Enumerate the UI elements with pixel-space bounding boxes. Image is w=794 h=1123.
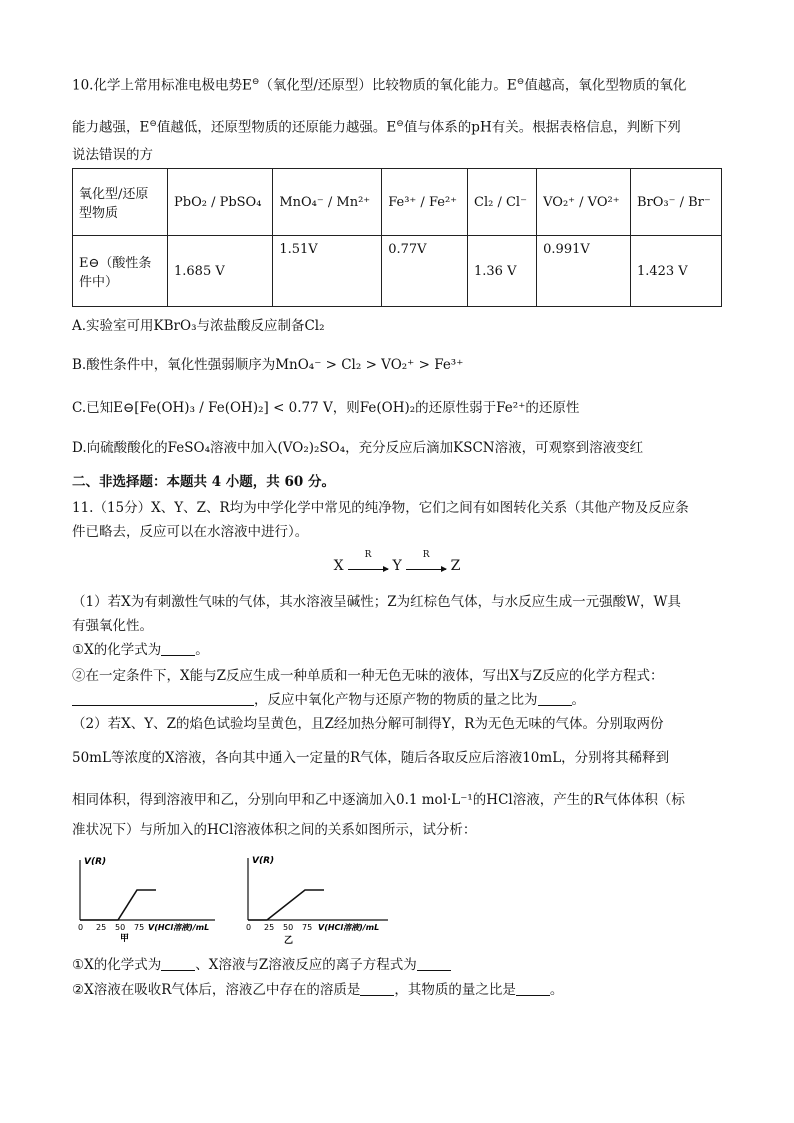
theta-sup-4: ⊖ bbox=[396, 119, 404, 129]
q10-text-2c: 值与体系的pH有关。根据表格信息，判断下列 bbox=[403, 119, 681, 136]
graph-xlabel: V(HCl溶液)/mL bbox=[148, 923, 210, 932]
curve-jia bbox=[80, 890, 156, 920]
q10-text-1: 10.化学上常用标准电极电势E bbox=[72, 77, 252, 94]
table-value-cell: 0.991V bbox=[537, 236, 631, 307]
q10-text-2b: 值越低，还原型物质的还原能力越强。E bbox=[156, 119, 397, 136]
p2q1-text: ①X的化学式为 bbox=[72, 957, 162, 973]
tick-label: 25 bbox=[96, 923, 107, 932]
q10-text-1b: （氧化型/还原型）比较物质的氧化能力。E bbox=[259, 77, 517, 94]
table-value-cell: 0.77V bbox=[382, 236, 468, 307]
answer-blank[interactable] bbox=[161, 956, 195, 971]
table-value-cell: 1.36 V bbox=[468, 236, 537, 307]
answer-blank[interactable] bbox=[417, 956, 451, 971]
option-b: B.酸性条件中，氧化性强弱顺序为MnO₄⁻ > Cl₂ > VO₂⁺ > Fe³⁺ bbox=[72, 357, 464, 373]
q1-end: 。 bbox=[195, 642, 209, 658]
option-d: D.向硫酸酸化的FeSO₄溶液中加入(VO₂)₂SO₄，充分反应后滴加KSCN溶液，可观察到溶液变红 bbox=[72, 440, 644, 456]
p2q1-mid: 、X溶液与Z溶液反应的离子方程式为 bbox=[195, 957, 417, 973]
q1-text: ①X的化学式为 bbox=[72, 642, 162, 658]
answer-blank[interactable] bbox=[360, 981, 394, 996]
answer-blank[interactable] bbox=[516, 981, 550, 996]
q11-part1-1: （1）若X为有刺激性气味的气体，其水溶液呈碱性；Z为红棕色气体，与水反应生成一元强酸W，W具 bbox=[72, 594, 681, 610]
p2q2-text: ②X溶液在吸收R气体后，溶液乙中存在的溶质是 bbox=[72, 982, 361, 998]
q2b-text: ，反应中氧化产物与还原产物的物质的量之比为 bbox=[254, 692, 538, 708]
species-x: X bbox=[333, 558, 344, 574]
tick-label: 0 bbox=[246, 923, 252, 932]
option-c: C.已知E⊖[Fe(OH)₃ / Fe(OH)₂] < 0.77 V，则Fe(OH)₂的还原性弱于Fe²⁺的还原性 bbox=[72, 400, 580, 416]
theta-sup-1: ⊖ bbox=[251, 77, 260, 87]
table-header-cell: VO₂⁺ / VO²⁺ bbox=[537, 169, 631, 236]
tick-label: 75 bbox=[134, 923, 145, 932]
q10-line3: 说法错误的方 bbox=[72, 147, 153, 163]
graph-yi bbox=[238, 852, 398, 947]
table-value-cell: 1.51V bbox=[273, 236, 382, 307]
tick-label: 25 bbox=[264, 923, 275, 932]
curve-yi bbox=[248, 890, 324, 920]
q11-part2-q1 bbox=[72, 955, 451, 975]
q11-part2-4: 准状况下）与所加入的HCl溶液体积之间的关系如图所示，试分析： bbox=[72, 822, 477, 838]
table-header-cell: BrO₃⁻ / Br⁻ bbox=[630, 169, 721, 236]
potential-table bbox=[72, 168, 722, 307]
graph-caption: 甲 bbox=[120, 934, 130, 942]
q11-part1-q2: ②在一定条件下，X能与Z反应生成一种单质和一种无色无味的液体，写出X与Z反应的化学方程式： bbox=[72, 668, 664, 684]
q11-intro-2: 件已略去，反应可以在水溶液中进行）。 bbox=[72, 524, 309, 540]
q10-line1 bbox=[72, 72, 686, 96]
tick-label: 50 bbox=[283, 923, 294, 932]
table-header-cell: MnO₄⁻ / Mn²⁺ bbox=[273, 169, 382, 236]
answer-blank[interactable] bbox=[161, 641, 195, 656]
q10-line2 bbox=[72, 114, 681, 138]
table-value-cell: 1.685 V bbox=[168, 236, 273, 307]
table-header-cell: Fe³⁺ / Fe²⁺ bbox=[382, 169, 468, 236]
species-y: Y bbox=[392, 558, 402, 574]
tick-label: 75 bbox=[302, 923, 313, 932]
q11-part2-q2 bbox=[72, 980, 563, 1000]
q11-intro-1: 11.（15分）X、Y、Z、R均为中学化学中常见的纯净物，它们之间有如图转化关系（其他产物及反应条 bbox=[72, 500, 689, 516]
arrow-line-2 bbox=[406, 569, 446, 570]
q11-part1-q1 bbox=[72, 640, 209, 660]
answer-blank[interactable] bbox=[538, 691, 572, 706]
tick-label: 50 bbox=[115, 923, 126, 932]
q11-part2-1: （2）若X、Y、Z的焰色试验均呈黄色，且Z经加热分解可制得Y，R为无色无味的气体。分别取两份 bbox=[72, 716, 664, 732]
graph-jia bbox=[70, 852, 220, 942]
section-heading: 二、非选择题：本题共 4 小题，共 60 分。 bbox=[72, 474, 335, 490]
theta-sup-2: ⊖ bbox=[516, 77, 525, 87]
table-row-values bbox=[73, 236, 722, 307]
q10-text-1c: 值越高，氧化型物质的氧化 bbox=[524, 77, 687, 94]
graph-caption: 乙 bbox=[284, 936, 294, 946]
arrow-2 bbox=[406, 550, 446, 570]
arrow-label-1: R bbox=[364, 550, 372, 560]
q2b-end: 。 bbox=[571, 692, 585, 708]
conversion-scheme bbox=[0, 550, 794, 574]
p2q2-end: 。 bbox=[549, 982, 564, 998]
graph-ylabel: V(R) bbox=[84, 857, 107, 867]
q11-part1-q2b bbox=[72, 690, 585, 710]
p2q2-mid: ，其物质的量之比是 bbox=[394, 982, 516, 998]
option-a: A.实验室可用KBrO₃与浓盐酸反应制备Cl₂ bbox=[72, 318, 325, 334]
q11-part1-2: 有强氧化性。 bbox=[72, 618, 153, 634]
graph-xlabel: V(HCl溶液)/mL bbox=[318, 923, 380, 932]
q10-text-2: 能力越强，E bbox=[72, 119, 150, 136]
table-value-cell: 1.423 V bbox=[630, 236, 721, 307]
table-header-label: 氧化型/还原型物质 bbox=[73, 169, 168, 236]
table-header-cell: Cl₂ / Cl⁻ bbox=[468, 169, 537, 236]
answer-blank[interactable] bbox=[72, 691, 254, 706]
table-header-cell: PbO₂ / PbSO₄ bbox=[168, 169, 273, 236]
species-z: Z bbox=[450, 558, 461, 574]
arrow-line-1 bbox=[348, 569, 388, 570]
theta-sup-3: ⊖ bbox=[149, 119, 157, 129]
graph-ylabel: V(R) bbox=[252, 856, 275, 866]
q11-part2-3: 相同体积，得到溶液甲和乙，分别向甲和乙中逐滴加入0.1 mol·L⁻¹的HCl溶液，产生的R气体体积（标 bbox=[72, 792, 685, 808]
arrow-1 bbox=[348, 550, 388, 570]
arrow-label-2: R bbox=[422, 550, 430, 560]
q11-part2-2: 50mL等浓度的X溶液，各向其中通入一定量的R气体，随后各取反应后溶液10mL，分别将其稀释到 bbox=[72, 750, 670, 766]
table-row-label: E⊖（酸性条件中） bbox=[73, 236, 168, 307]
table-row-header bbox=[73, 169, 722, 236]
tick-label: 0 bbox=[78, 923, 84, 932]
